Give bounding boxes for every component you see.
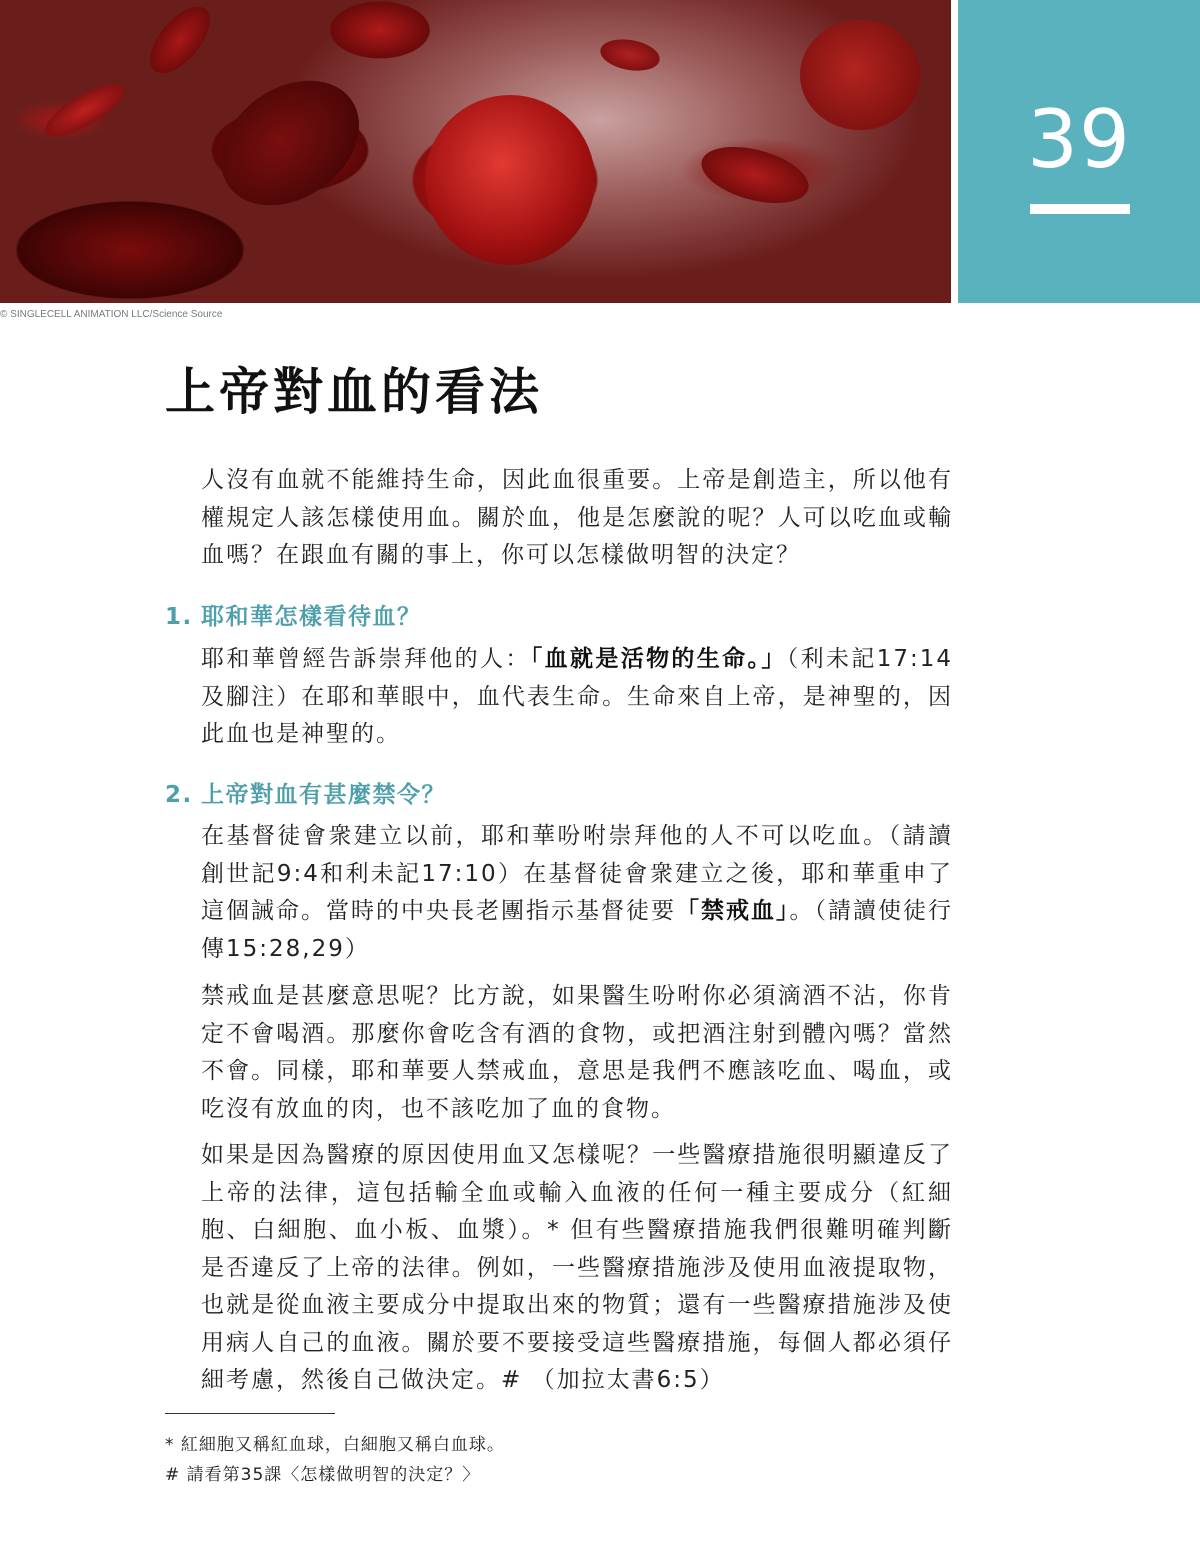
section-2-paragraph-1 [201, 818, 953, 968]
section-heading-1 [165, 598, 422, 631]
text-run: 。（請讀使徒行傳15:28,29） [201, 898, 953, 962]
text-run: 在基督徒會衆建立以前，耶和華吩咐崇拜他的人不可以吃血。（請讀創世記9:4和利未記17:10）在基督徒會衆建立之後，耶和華重申了這個誡命。當時的中央長老團指示基督徒要 [201, 823, 953, 924]
lesson-number-underline [1030, 204, 1130, 214]
footnote: * 紅細胞又稱紅血球，白細胞又稱白血球。 [165, 1435, 505, 1455]
intro-paragraph: 人沒有血就不能維持生命，因此血很重要。上帝是創造主，所以他有權規定人該怎樣使用血。關於血，他是怎麼說的呢？人可以吃血或輸血嗎？在跟血有關的事上，你可以怎樣做明智的決定？ [201, 467, 953, 568]
footnote: # 請看第35課〈怎樣做明智的決定？〉 [165, 1465, 481, 1485]
blood-cell [39, 75, 132, 146]
section-heading-text: 耶和華怎樣看待血？ [201, 604, 422, 630]
image-credit: © SINGLECELL ANIMATION LLC/Science Source [0, 309, 223, 320]
blood-cell [695, 137, 814, 214]
blood-cell [139, 0, 221, 83]
text-run: 耶和華曾經告訴崇拜他的人： [201, 646, 531, 672]
blood-cell [425, 95, 595, 265]
section-heading-2 [165, 776, 446, 809]
section-1-paragraph [201, 641, 953, 754]
quote-bold: 「血就是活物的生命。」 [530, 646, 787, 672]
section-number: 1. [165, 604, 193, 630]
footnote-divider [165, 1413, 335, 1414]
quote-bold: 「禁戒血」 [676, 898, 790, 924]
lesson-number-panel [958, 0, 1200, 303]
blood-cell [197, 55, 383, 231]
text-run: （利未記17:14及腳注）在耶和華眼中，血代表生命。生命來自上帝，是神聖的，因此血也是神聖的。 [201, 646, 954, 747]
section-2-paragraph-3: 如果是因為醫療的原因使用血又怎樣呢？一些醫療措施很明顯違反了上帝的法律，這包括輸全血或輸入血液的任何一種主要成分（紅細胞、白細胞、血小板、血漿）。* 但有些醫療措施我們很難明確判斷是否違反了上帝的法律。例如，一些醫療措施涉及使用血液提取物，也就是從血液主要成分中提取出來的物質；還有一些醫療措施涉及使用病人自己的血液。關於要不要接受這些醫療措施，每個人都必須仔細考慮，然後自己做決定。# （加拉太書6:5） [201, 1142, 953, 1393]
section-heading-text: 上帝對血有甚麼禁令？ [201, 782, 446, 808]
section-2-paragraph-2: 禁戒血是甚麼意思呢？比方說，如果醫生吩咐你必須滴酒不沾，你肯定不會喝酒。那麼你會吃含有酒的食物，或把酒注射到體內嗎？當然不會。同樣，耶和華要人禁戒血，意思是我們不應該吃血、喝血，或吃沒有放血的肉，也不該吃加了血的食物。 [201, 983, 953, 1122]
section-number: 2. [165, 782, 193, 808]
blood-cell [598, 35, 662, 75]
page-title: 上帝對血的看法 [165, 363, 543, 421]
lesson-number: 39 [1027, 93, 1131, 186]
blood-cells-photo [0, 0, 951, 303]
blood-cell [800, 20, 920, 130]
